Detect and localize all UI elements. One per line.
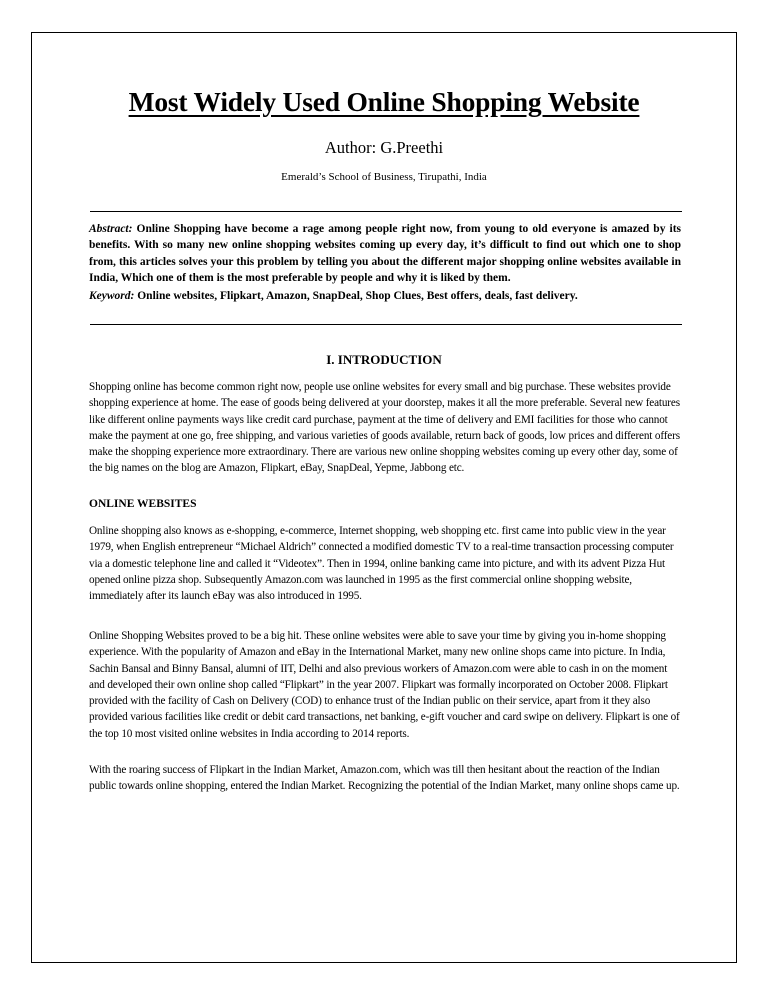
divider-top <box>90 211 682 212</box>
divider-bottom <box>90 324 682 325</box>
subheading-online-websites: ONLINE WEBSITES <box>89 498 197 510</box>
keyword-block <box>89 290 681 302</box>
keyword-text: Online websites, Flipkart, Amazon, SnapDeal, Shop Clues, Best offers, deals, fast delivery. <box>137 290 578 302</box>
abstract-block <box>89 221 681 286</box>
paragraph-history: Online shopping also knows as e-shopping, e-commerce, Internet shopping, web shopping etc. first came into public view in the year 1979, when English entrepreneur “Michael Aldrich” connected a modified domestic TV to a real-time transaction processing computer via a domestic telephone line and called it “Videotex”. Then in 1994, online banking came into picture, and with its advent Pizza Hut opened online pizza shop. Subsequently Amazon.com was launched in 1995 as the first commercial online shopping website, immediately after its launch eBay was also introduced in 1995. <box>89 525 674 603</box>
paper-title: Most Widely Used Online Shopping Website <box>128 86 640 117</box>
author-line: Author: G.Preethi <box>324 138 444 157</box>
intro-paragraph: Shopping online has become common right now, people use online websites for every small and big purchase. These websites provide shopping experience at home. The ease of goods being delivered at your doorstep, makes it all the more preferable. Several new features like different online payments ways like credit card purchase, payment at the time of delivery and EMI facilities for those who cannot make the payment at one go, free shipping, and various varieties of goods available, return back of goods, low prices and different offers make the shopping experience more extraordinary. There are various new online shopping websites coming up every other day, some of the big names on the blog are Amazon, Flipkart, eBay, SnapDeal, Yepme, Jabbong etc. <box>89 381 680 475</box>
abstract-label: Abstract: <box>89 223 133 235</box>
paragraph-flipkart: Online Shopping Websites proved to be a big hit. These online websites were able to save your time by giving you in-home shopping experience. With the popularity of Amazon and eBay in the International Market, many new online shops came into picture. In India, Sachin Bansal and Binny Bansal, alumni of IIT, Delhi and also previous workers of Amazon.com were able to cash in on the moment and developed their own online shop called “Flipkart” in the year 2007. Flipkart was formally incorporated on October 2008. Flipkart provided with the facility of Cash on Delivery (COD) to enhance trust of the Indian public on their service, apart from it they also provided various facilities like credit or debit card transactions, net banking, e-gift voucher and card swipe on delivery. Flipkart is one of the top 10 most visited online websites in India according to 2014 reports. <box>89 630 680 740</box>
paragraph-amazon-india: With the roaring success of Flipkart in the Indian Market, Amazon.com, which was till then hesitant about the reaction of the Indian public towards online shopping, entered the Indian Market. Recognizing the potential of the Indian Market, many online shops came up. <box>89 764 680 793</box>
section-heading: I. INTRODUCTION <box>326 352 442 367</box>
affiliation-line: Emerald’s School of Business, Tirupathi, India <box>281 171 487 183</box>
keyword-label: Keyword: <box>89 290 135 302</box>
abstract-text: Online Shopping have become a rage among people right now, from young to old everyone is amazed by its benefits. With so many new online shopping websites coming up every day, it’s difficult to find out which one to shop from, this articles solves your this problem by telling you about the different major shopping online websites available in India, Which one of them is the most preferable by people and why it is liked by them. <box>89 223 682 284</box>
